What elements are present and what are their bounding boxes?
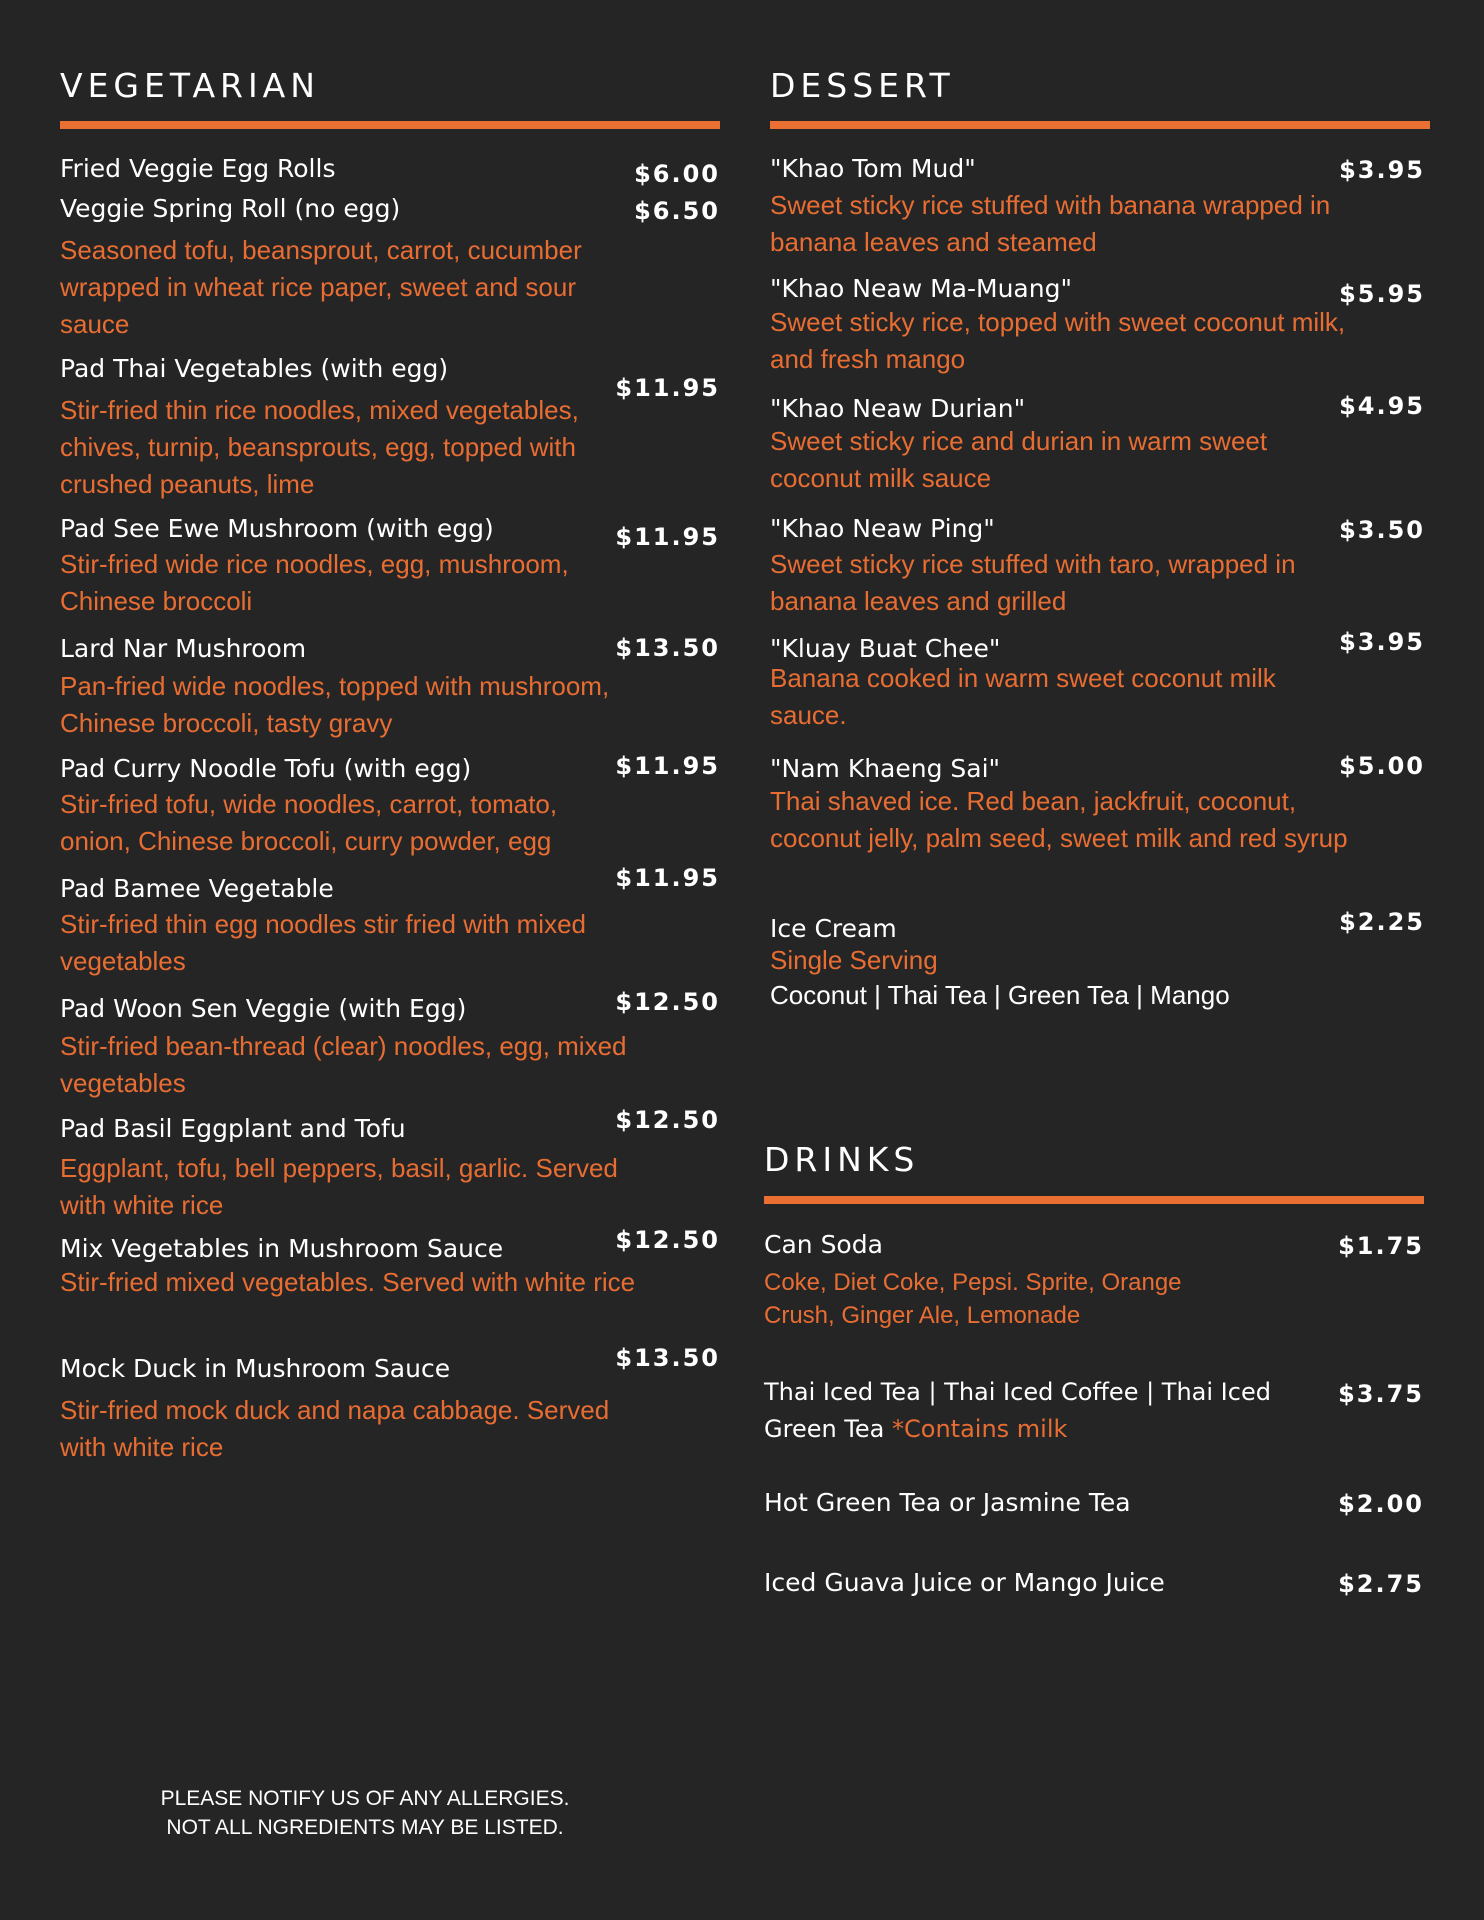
allergy-notice-line: NOT ALL NGREDIENTS MAY BE LISTED. (166, 1816, 564, 1839)
item-description: Banana cooked in warm sweet coconut milk sauce. (770, 663, 1276, 730)
item-description: Seasoned tofu, beansprout, carrot, cucumber wrapped in wheat rice paper, sweet and sour sauce (60, 235, 582, 339)
item-name: Pad Woon Sen Veggie (with Egg) (60, 994, 467, 1023)
item-description: Stir-fried thin rice noodles, mixed vegetables, chives, turnip, beansprouts, egg, topped with crushed peanuts, lime (60, 395, 579, 499)
item-name: Hot Green Tea or Jasmine Tea (764, 1488, 1131, 1517)
drinks-divider (764, 1196, 1424, 1204)
item-price: $2.25 (1339, 908, 1425, 936)
item-name: Pad See Ewe Mushroom (with egg) (60, 514, 494, 543)
item-description: Stir-fried mock duck and napa cabbage. Served with white rice (60, 1395, 610, 1462)
item-price: $11.95 (615, 374, 720, 402)
item-price: $3.50 (1339, 516, 1425, 544)
item-price: $5.00 (1339, 752, 1425, 780)
item-description: Stir-fried tofu, wide noodles, carrot, tomato, onion, Chinese broccoli, curry powder, egg (60, 789, 558, 856)
item-price: $4.95 (1339, 392, 1425, 420)
item-description: Sweet sticky rice stuffed with taro, wrapped in banana leaves and grilled (770, 549, 1296, 616)
dessert-section (770, 66, 1430, 1026)
item-name: Pad Bamee Vegetable (60, 874, 334, 903)
item-price: $12.50 (615, 1106, 720, 1134)
dessert-divider (770, 121, 1430, 129)
item-name: Lard Nar Mushroom (60, 634, 307, 663)
item-description: Sweet sticky rice stuffed with banana wrapped in banana leaves and steamed (770, 190, 1331, 257)
item-name: "Khao Neaw Ma-Muang" (770, 274, 1072, 303)
item-description: Coke, Diet Coke, Pepsi. Sprite, Orange Crush, Ginger Ale, Lemonade (764, 1269, 1182, 1329)
item-description: Stir-fried bean-thread (clear) noodles, egg, mixed vegetables (60, 1031, 627, 1098)
item-price: $3.95 (1339, 156, 1425, 184)
item-price: $2.00 (1338, 1490, 1424, 1518)
dessert-title: DESSERT (770, 66, 955, 105)
item-name: "Khao Neaw Ping" (770, 514, 995, 543)
item-description: Single Serving (770, 945, 938, 975)
item-name: Ice Cream (770, 914, 897, 943)
item-description: Stir-fried thin egg noodles stir fried with mixed vegetables (60, 909, 587, 976)
item-name: Can Soda (764, 1230, 883, 1259)
item-description: Stir-fried mixed vegetables. Served with white rice (60, 1267, 636, 1297)
drinks-title: DRINKS (764, 1140, 920, 1179)
item-name: Mock Duck in Mushroom Sauce (60, 1354, 451, 1383)
item-name-wrap (764, 1374, 1284, 1448)
item-price: $13.50 (615, 1344, 720, 1372)
item-price: $11.95 (615, 864, 720, 892)
item-name: Pad Basil Eggplant and Tofu (60, 1114, 406, 1143)
item-price: $2.75 (1338, 1570, 1424, 1598)
item-name: Iced Guava Juice or Mango Juice (764, 1568, 1165, 1597)
item-name: "Khao Neaw Durian" (770, 394, 1026, 423)
item-flavors: Coconut | Thai Tea | Green Tea | Mango (770, 980, 1230, 1010)
drinks-section (764, 1140, 1424, 1620)
item-price: $13.50 (615, 634, 720, 662)
item-price: $6.00 (634, 160, 720, 188)
vegetarian-title: VEGETARIAN (60, 66, 320, 105)
item-note: *Contains milk (892, 1415, 1068, 1443)
item-price: $12.50 (615, 1226, 720, 1254)
item-name: Pad Thai Vegetables (with egg) (60, 354, 449, 383)
item-name: "Kluay Buat Chee" (770, 634, 1001, 663)
item-name: Mix Vegetables in Mushroom Sauce (60, 1234, 504, 1263)
item-price: $11.95 (615, 523, 720, 551)
item-name: Pad Curry Noodle Tofu (with egg) (60, 754, 472, 783)
item-description: Eggplant, tofu, bell peppers, basil, garlic. Served with white rice (60, 1153, 618, 1220)
item-price: $3.95 (1339, 628, 1425, 656)
item-name: Thai Iced Tea | Thai Iced Coffee | Thai Iced Green Tea (764, 1378, 1271, 1443)
item-description: Sweet sticky rice and durian in warm sweet coconut milk sauce (770, 426, 1268, 493)
item-price: $1.75 (1338, 1232, 1424, 1260)
vegetarian-section (60, 66, 720, 1486)
item-description: Thai shaved ice. Red bean, jackfruit, coconut, coconut jelly, palm seed, sweet milk and red syrup (770, 786, 1348, 853)
item-name: "Khao Tom Mud" (770, 154, 976, 183)
allergy-notice (150, 1784, 580, 1842)
item-description: Stir-fried wide rice noodles, egg, mushroom, Chinese broccoli (60, 549, 569, 616)
item-name: "Nam Khaeng Sai" (770, 754, 1001, 783)
allergy-notice-line: PLEASE NOTIFY US OF ANY ALLERGIES. (160, 1787, 570, 1810)
item-price: $12.50 (615, 988, 720, 1016)
item-price: $5.95 (1339, 280, 1425, 308)
item-name: Fried Veggie Egg Rolls (60, 154, 336, 183)
item-description: Sweet sticky rice, topped with sweet coconut milk, and fresh mango (770, 307, 1346, 374)
item-name: Veggie Spring Roll (no egg) (60, 194, 401, 223)
vegetarian-divider (60, 121, 720, 129)
item-price: $6.50 (634, 197, 720, 225)
item-description: Pan-fried wide noodles, topped with mushroom, Chinese broccoli, tasty gravy (60, 671, 610, 738)
item-price: $11.95 (615, 752, 720, 780)
item-price: $3.75 (1338, 1380, 1424, 1408)
